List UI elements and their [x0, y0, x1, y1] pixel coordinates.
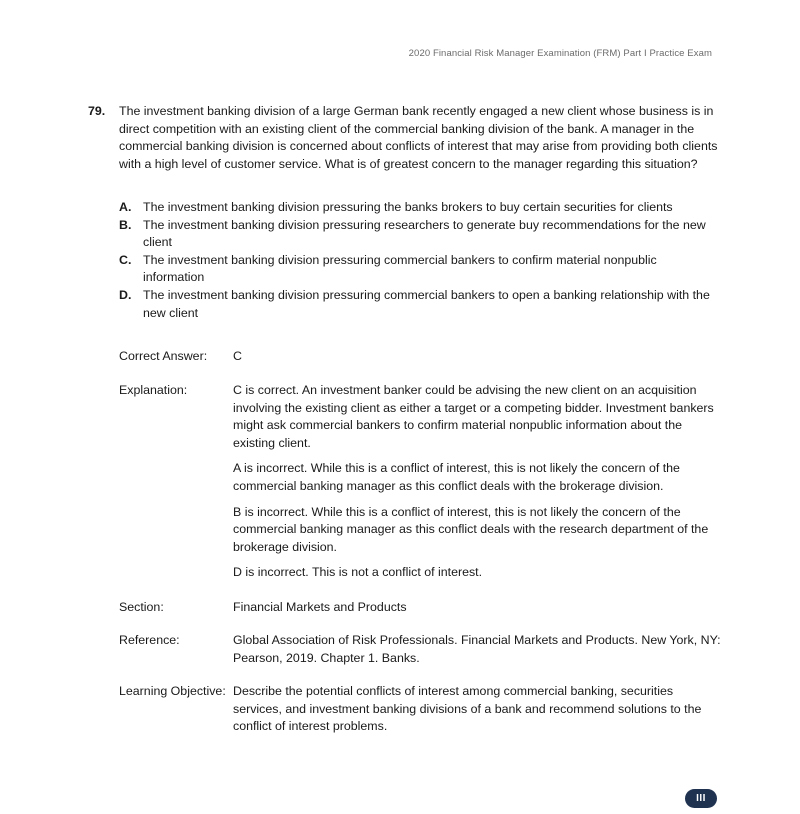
explanation-paragraph: C is correct. An investment banker could be advising the new client on an acquisition involving the existing client as either a target or a competing bidder. Investment bankers might ask commercial bankers to confirm material nonpublic information about the existing client. — [233, 383, 714, 450]
page-number-badge[interactable]: III — [685, 789, 717, 808]
choice-letter: C. — [119, 252, 132, 267]
choice-text: The investment banking division pressuring commercial bankers to open a banking relationship with the new client — [143, 287, 710, 320]
learning-objective-value: Describe the potential conflicts of interest among commercial banking, securities services, and investment banking divisions of a bank and recommend solutions to the conflict of interest problems. — [233, 684, 702, 734]
explanation-paragraph: D is incorrect. This is not a conflict of interest. — [233, 565, 483, 580]
choice-text: The investment banking division pressuring researchers to generate buy recommendations for the new client — [143, 217, 706, 250]
question-stem: The investment banking division of a large German bank recently engaged a new client whose business is in direct competition with an existing client of the commercial banking division of the bank. A manager in the commercial banking division is concerned about conflicts of interest that may arise from providing both clients with a high level of customer service. What is of greatest concern to the manager regarding this situation? — [119, 104, 718, 171]
choice-text: The investment banking division pressuring the banks brokers to buy certain securities for clients — [143, 200, 673, 214]
explanation-label: Explanation: — [119, 383, 188, 397]
choice-d — [119, 287, 719, 322]
correct-answer-value: C — [233, 349, 242, 363]
question-block — [88, 103, 724, 173]
choice-letter: B. — [119, 217, 132, 232]
choice-letter: A. — [119, 200, 132, 214]
choice-b — [119, 217, 719, 252]
correct-answer-label: Correct Answer: — [119, 349, 208, 363]
choice-a — [119, 199, 719, 217]
question-number: 79. — [88, 104, 106, 118]
section-label: Section: — [119, 600, 164, 614]
choice-letter: D. — [119, 287, 132, 302]
section-row — [119, 599, 724, 617]
explanation-paragraph: A is incorrect. While this is a conflict of interest, this is not likely the concern of the commercial banking manager as this conflict deals with the brokerage division. — [233, 461, 680, 493]
correct-answer-row — [119, 348, 724, 366]
answer-choices — [119, 199, 719, 322]
section-value: Financial Markets and Products — [233, 600, 407, 614]
choice-text: The investment banking division pressuring commercial bankers to confirm material nonpublic information — [143, 252, 657, 285]
explanation-row — [119, 382, 724, 590]
choice-c — [119, 252, 719, 287]
explanation-body — [233, 382, 724, 590]
learning-objective-label: Learning Objective: — [119, 684, 226, 698]
reference-label: Reference: — [119, 633, 180, 647]
reference-row — [119, 632, 724, 667]
reference-value: Global Association of Risk Professionals. Financial Markets and Products. New York, NY: Pearson, 2019. Chapter 1. Banks. — [233, 633, 721, 665]
page-header-title: 2020 Financial Risk Manager Examination (FRM) Part I Practice Exam — [408, 48, 712, 59]
learning-objective-row — [119, 683, 724, 736]
explanation-paragraph: B is incorrect. While this is a conflict of interest, this is not likely the concern of the commercial banking manager as this conflict deals with the research department of the brokerage division. — [233, 504, 709, 554]
